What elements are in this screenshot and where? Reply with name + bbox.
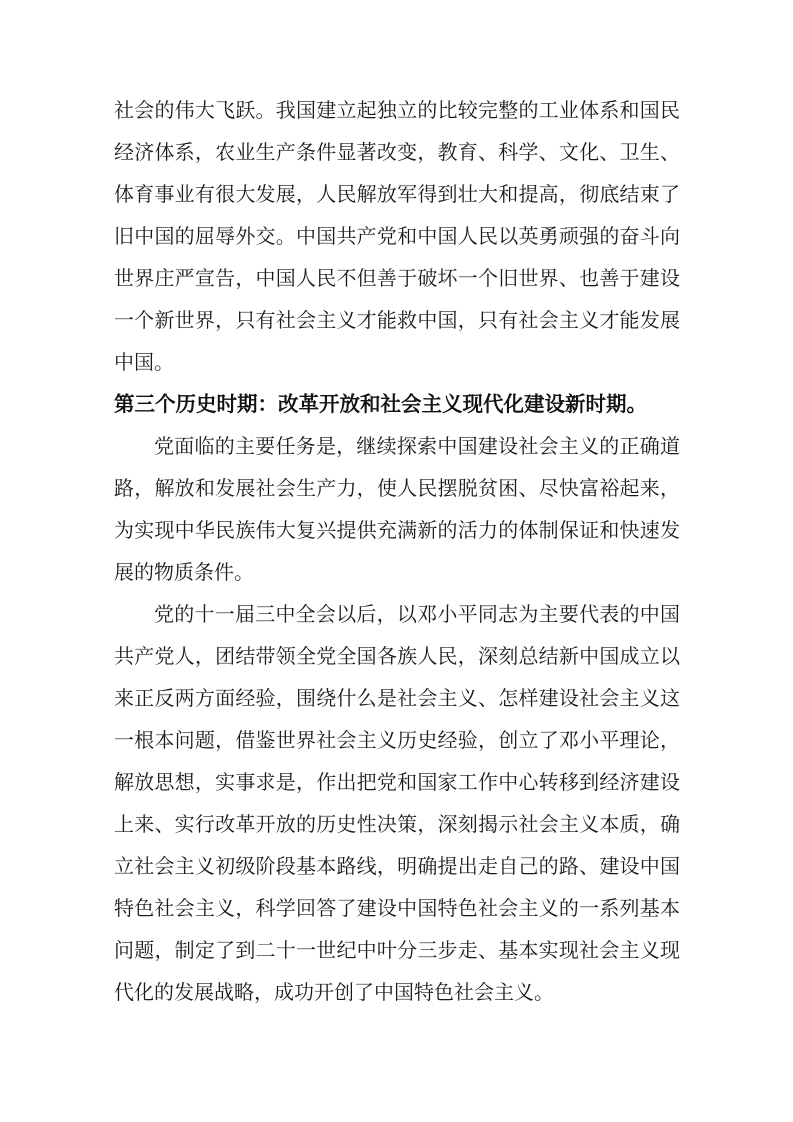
text-line: 上来、实行改革开放的历史性决策，深刻揭示社会主义本质，确: [114, 812, 680, 836]
text-line: 解放思想，实事求是，作出把党和国家工作中心转移到经济建设: [114, 770, 680, 794]
paragraph-continuation: [114, 89, 680, 383]
text-line: 展的物质条件。: [114, 560, 254, 584]
text-line: 世界庄严宣告，中国人民不但善于破坏一个旧世界、也善于建设: [114, 266, 680, 290]
text-line: 旧中国的屈辱外交。中国共产党和中国人民以英勇顽强的奋斗向: [114, 224, 680, 248]
text-line: 一个新世界，只有社会主义才能救中国，只有社会主义才能发展: [114, 308, 680, 332]
section-heading-text: 第三个历史时期：改革开放和社会主义现代化建设新时期。: [114, 392, 647, 416]
paragraph-tasks: [114, 425, 680, 593]
text-line: 路，解放和发展社会生产力，使人民摆脱贫困、尽快富裕起来，: [114, 476, 680, 500]
text-line: 体育事业有很大发展，人民解放军得到壮大和提高，彻底结束了: [114, 182, 680, 206]
text-line: 为实现中华民族伟大复兴提供充满新的活力的体制保证和快速发: [114, 518, 680, 542]
text-line: 立社会主义初级阶段基本路线，明确提出走自己的路、建设中国: [114, 854, 680, 878]
text-line: 一根本问题，借鉴世界社会主义历史经验，创立了邓小平理论，: [114, 728, 680, 752]
text-line: 问题，制定了到二十一世纪中叶分三步走、基本实现社会主义现: [114, 938, 680, 962]
text-block: [114, 89, 680, 1013]
paragraph-plenum: [114, 593, 680, 1013]
text-line: 共产党人，团结带领全党全国各族人民，深刻总结新中国成立以: [114, 644, 680, 668]
text-line: 特色社会主义，科学回答了建设中国特色社会主义的一系列基本: [114, 896, 680, 920]
text-line: 经济体系，农业生产条件显著改变，教育、科学、文化、卫生、: [114, 140, 680, 164]
text-line: 代化的发展战略，成功开创了中国特色社会主义。: [114, 980, 554, 1004]
text-line: 党面临的主要任务是，继续探索中国建设社会主义的正确道: [154, 434, 680, 458]
text-line: 中国。: [114, 350, 174, 374]
text-line: 社会的伟大飞跃。我国建立起独立的比较完整的工业体系和国民: [114, 98, 680, 122]
section-heading: [114, 383, 680, 425]
text-line: 来正反两方面经验，围绕什么是社会主义、怎样建设社会主义这: [114, 686, 680, 710]
text-line: 党的十一届三中全会以后，以邓小平同志为主要代表的中国: [154, 602, 680, 626]
